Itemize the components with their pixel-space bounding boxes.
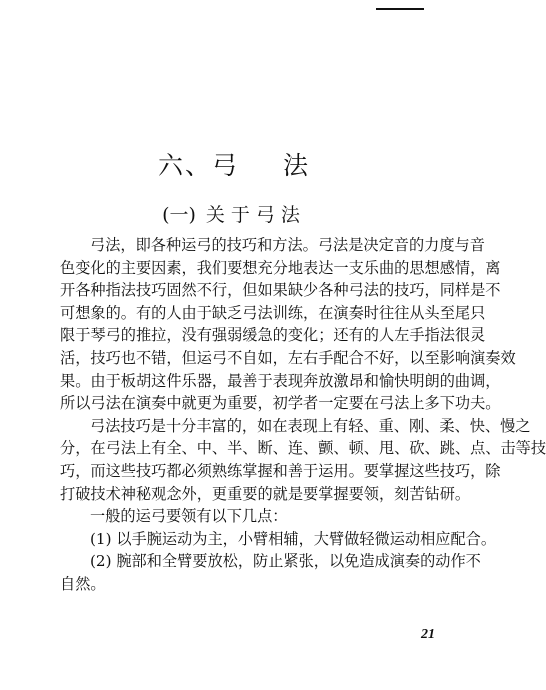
section-number: (一) — [162, 204, 196, 226]
text-line: 活，技巧也不错，但运弓不自如，左右手配合不好，以至影响演奏效 — [60, 348, 516, 367]
paragraph-essential-point-2 — [60, 550, 481, 595]
chapter-number: 六、 — [157, 151, 212, 180]
chapter-title — [0, 146, 468, 182]
paragraph-bowing-techniques — [60, 415, 546, 505]
text-line: 可想象的。有的人由于缺乏弓法训练，在演奏时往往从头至尾只 — [60, 303, 486, 322]
text-line: (1) 以手腕运动为主，小臂相辅，大臂做轻微运动相应配合。 — [90, 529, 497, 548]
paragraph-essential-point-1 — [60, 528, 497, 551]
text-line: 所以弓法在演奏中就更为重要，初学者一定要在弓法上多下功夫。 — [60, 394, 501, 413]
text-line: 色变化的主要因素，我们要想充分地表达一支乐曲的思想感情，离 — [60, 258, 501, 277]
page-number: 21 — [421, 627, 435, 642]
paragraph-bowing-essentials-intro — [60, 505, 440, 528]
text-line: 巧，而这些技巧都必须熟练掌握和善于运用。要掌握这些技巧，除 — [60, 461, 501, 480]
text-line: 一般的运弓要领有以下几点： — [90, 507, 288, 526]
text-line: 打破技术神秘观念外，更重要的就是要掌握要领，刻苦钻研。 — [60, 484, 471, 503]
text-line: 弓法技巧是十分丰富的，如在表现上有轻、重、刚、柔、快、慢之 — [90, 416, 531, 435]
text-line: 果。由于板胡这件乐器，最善于表现奔放激昂和愉快明朗的曲调， — [60, 371, 501, 390]
chapter-title-part2: 法 — [283, 151, 311, 180]
text-line: 限于琴弓的推拉，没有强弱缓急的变化；还有的人左手指法很灵 — [60, 326, 486, 345]
section-heading-text: 关于弓法 — [205, 204, 306, 226]
section-title — [0, 200, 468, 227]
text-line: 自然。 — [60, 574, 106, 593]
text-line: 分，在弓法上有全、中、半、断、连、颤、顿、甩、砍、跳、点、击等技 — [60, 439, 546, 458]
text-line: 弓法，即各种运弓的技巧和方法。弓法是决定音的力度与音 — [90, 236, 485, 254]
text-line: (2) 腕部和全臂要放松，防止紧张，以免造成演奏的动作不 — [90, 552, 481, 571]
text-line: 开各种指法技巧固然不行，但如果缺少各种弓法的技巧，同样是不 — [60, 281, 501, 300]
top-edge-mark — [376, 0, 424, 10]
paragraph-bowing-definition — [60, 234, 516, 415]
chapter-title-part1: 弓 — [211, 151, 239, 180]
body-text — [60, 234, 546, 596]
